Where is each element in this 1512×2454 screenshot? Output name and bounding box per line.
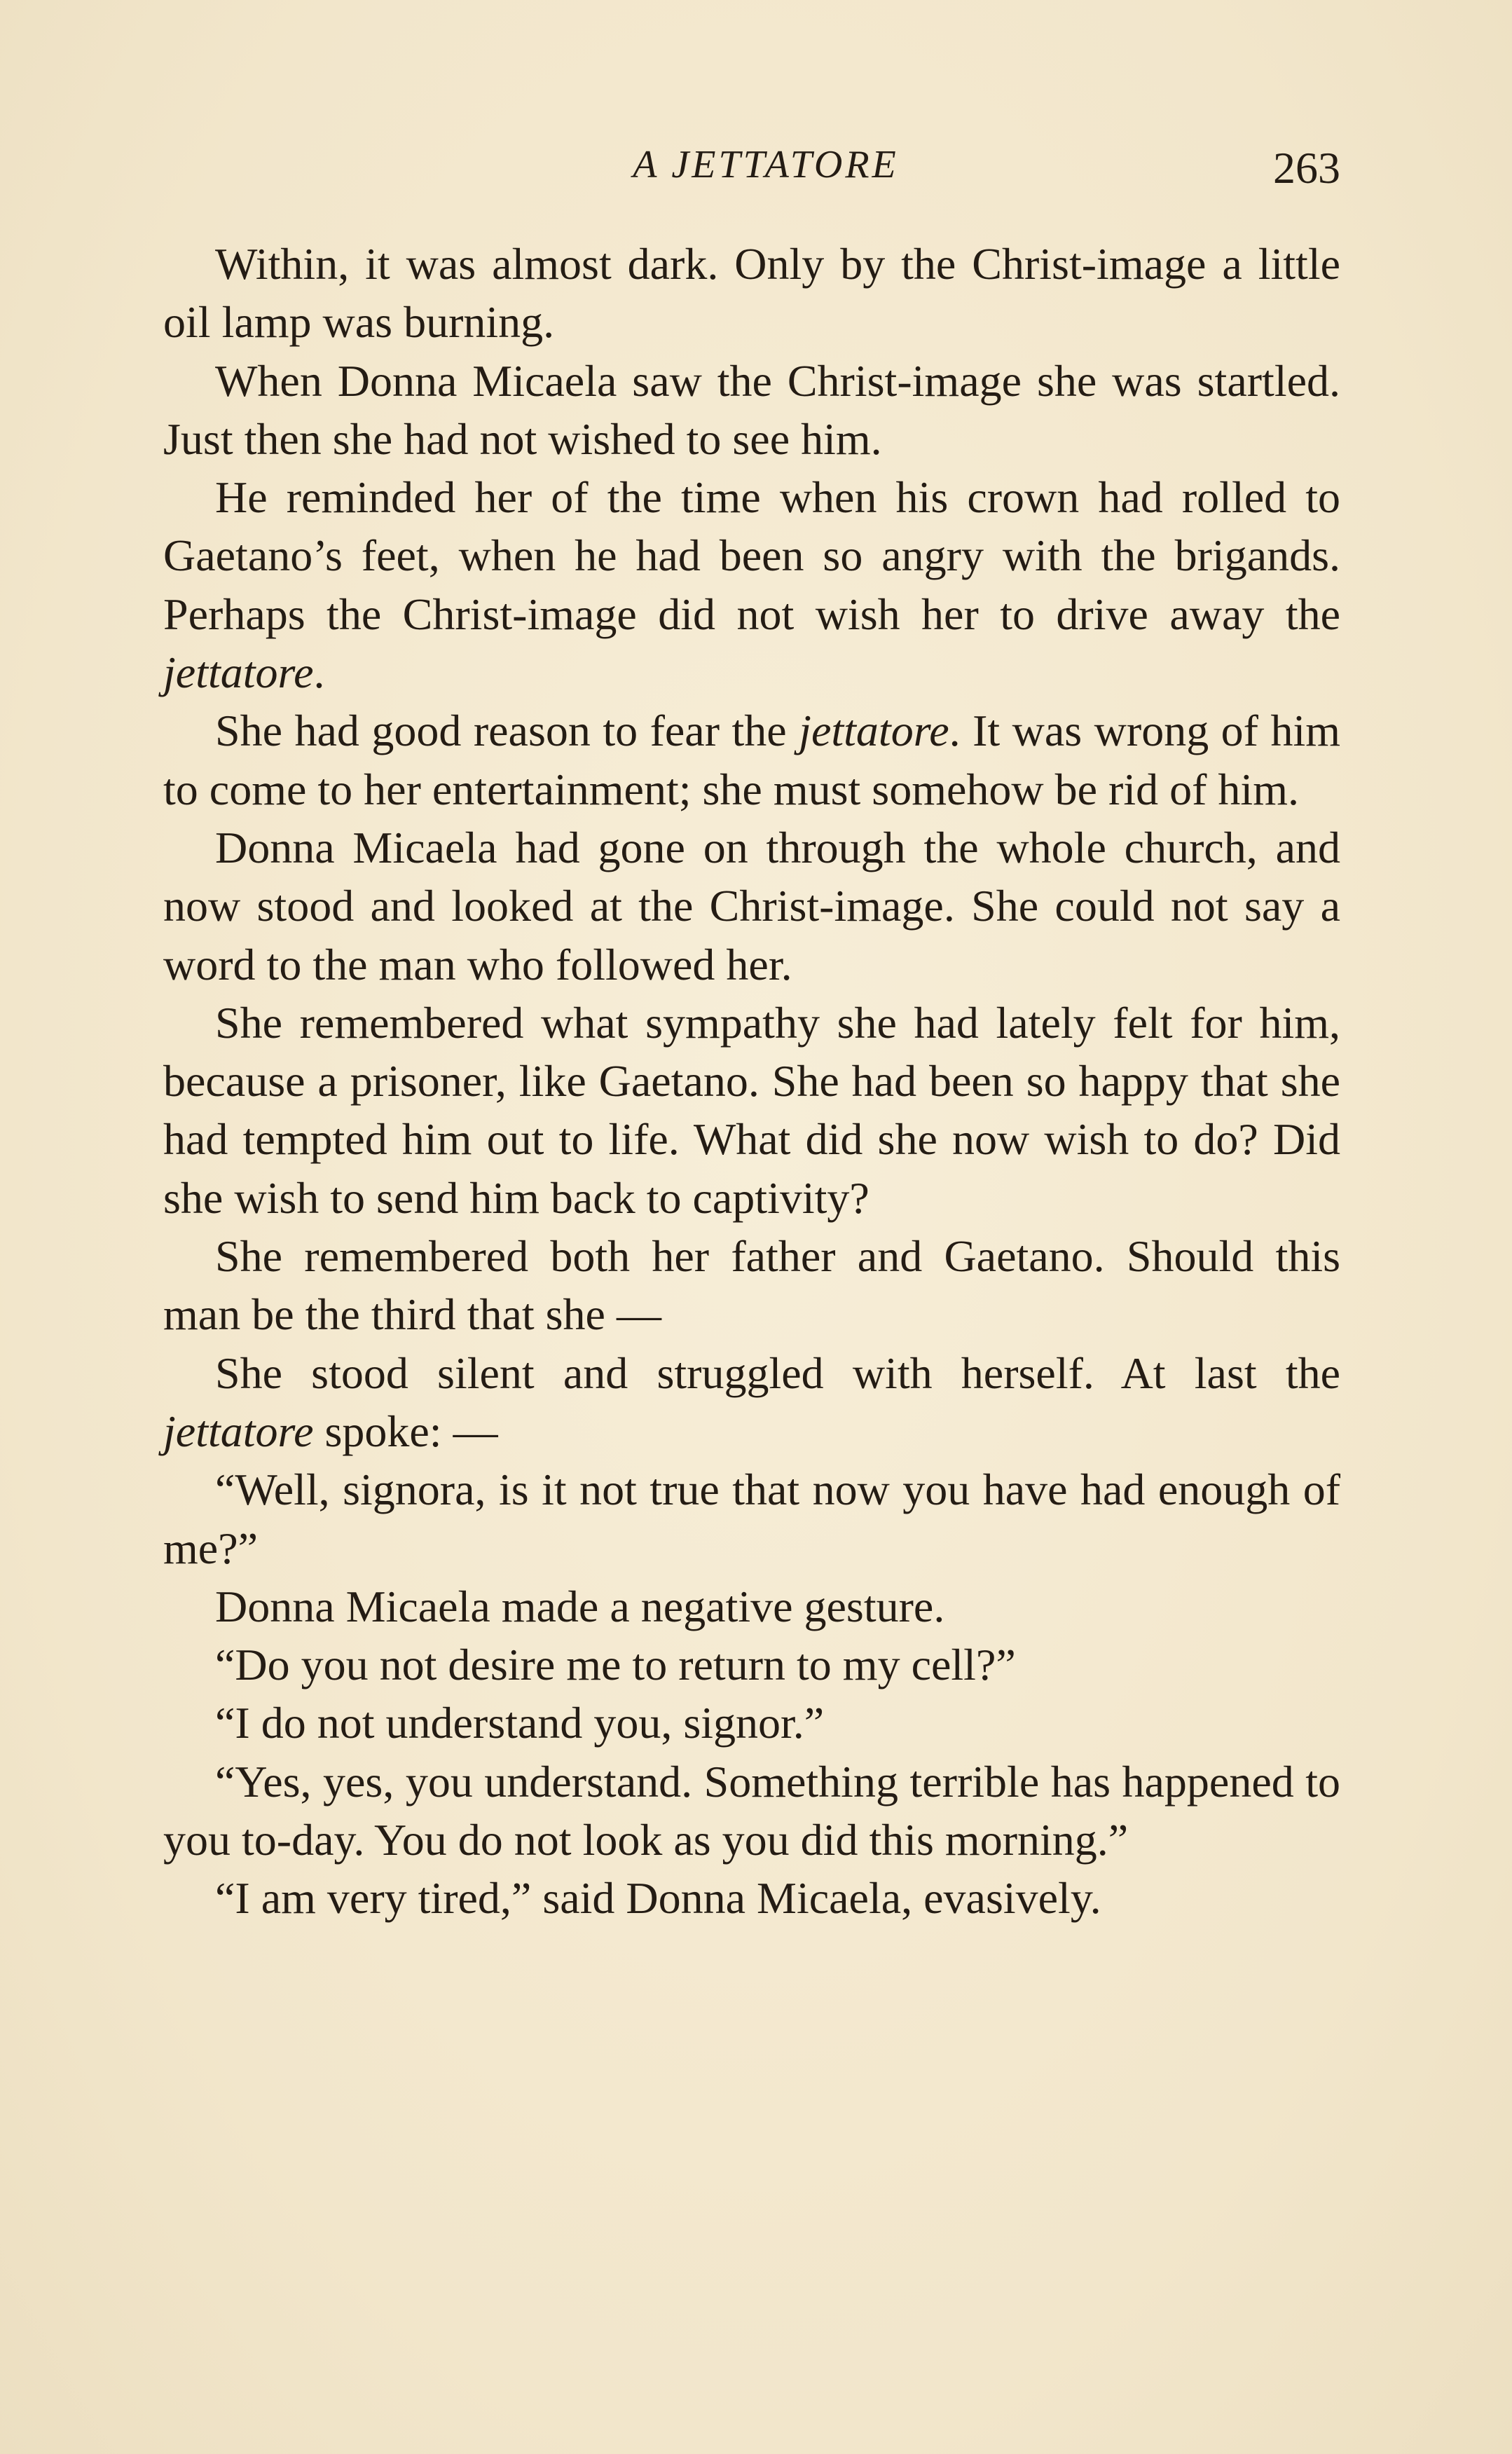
paragraph-text: spoke: — xyxy=(313,1406,498,1456)
paragraph-text: She had good reason to fear the xyxy=(215,706,799,756)
body-text xyxy=(163,235,1340,1928)
paragraph-text: . It was wrong of him to come to her entertainment; she must somehow be rid of him. xyxy=(163,706,1341,814)
paragraph-text: . xyxy=(313,647,325,698)
page-number: 263 xyxy=(1273,143,1340,193)
paragraph: “Yes, yes, you understand. Something terrible has happened to you to-day. You do not look as you did this morning.” xyxy=(163,1756,1340,1865)
paragraph: “I am very tired,” said Donna Micaela, evasively. xyxy=(215,1873,1101,1924)
paragraph xyxy=(163,701,1340,818)
paragraph: “Well, signora, is it not true that now you have had enough of me?” xyxy=(163,1465,1340,1573)
paragraph: Donna Micaela had gone on through the whole church, and now stood and looked at the Christ-image. She could not say a word to the man who followed her. xyxy=(163,822,1340,989)
italic-term: jettatore xyxy=(163,1406,314,1456)
italic-term: jettatore xyxy=(163,647,314,698)
paragraph xyxy=(163,468,1340,701)
paragraph: Donna Micaela made a negative gesture. xyxy=(215,1581,945,1631)
paragraph: When Donna Micaela saw the Christ-image she was startled. Just then she had not wished to see him. xyxy=(163,355,1340,464)
page-header xyxy=(163,137,1340,200)
paragraph: Within, it was almost dark. Only by the Christ-image a little oil lamp was burning. xyxy=(163,239,1340,348)
paragraph: “I do not understand you, signor.” xyxy=(215,1698,825,1748)
paragraph: “Do you not desire me to return to my cell?” xyxy=(215,1640,1016,1690)
paragraph xyxy=(163,1344,1340,1461)
italic-term: jettatore xyxy=(799,706,949,756)
paragraph-text: She stood silent and struggled with herself. At last the xyxy=(215,1348,1340,1398)
paragraph: She remembered what sympathy she had lately felt for him, because a prisoner, like Gaetano. She had been so happy that she had tempted him out to life. What did she now wish to do? Did she wish to send him back to captivity? xyxy=(163,997,1340,1223)
running-title: A JETTATORE xyxy=(633,143,899,186)
paragraph: She remembered both her father and Gaetano. Should this man be the third that she — xyxy=(163,1231,1340,1340)
paragraph-text: He reminded her of the time when his crown had rolled to Gaetano’s feet, when he had been so angry with the brigands. Perhaps the Christ-image did not wish her to drive away the xyxy=(163,472,1340,639)
